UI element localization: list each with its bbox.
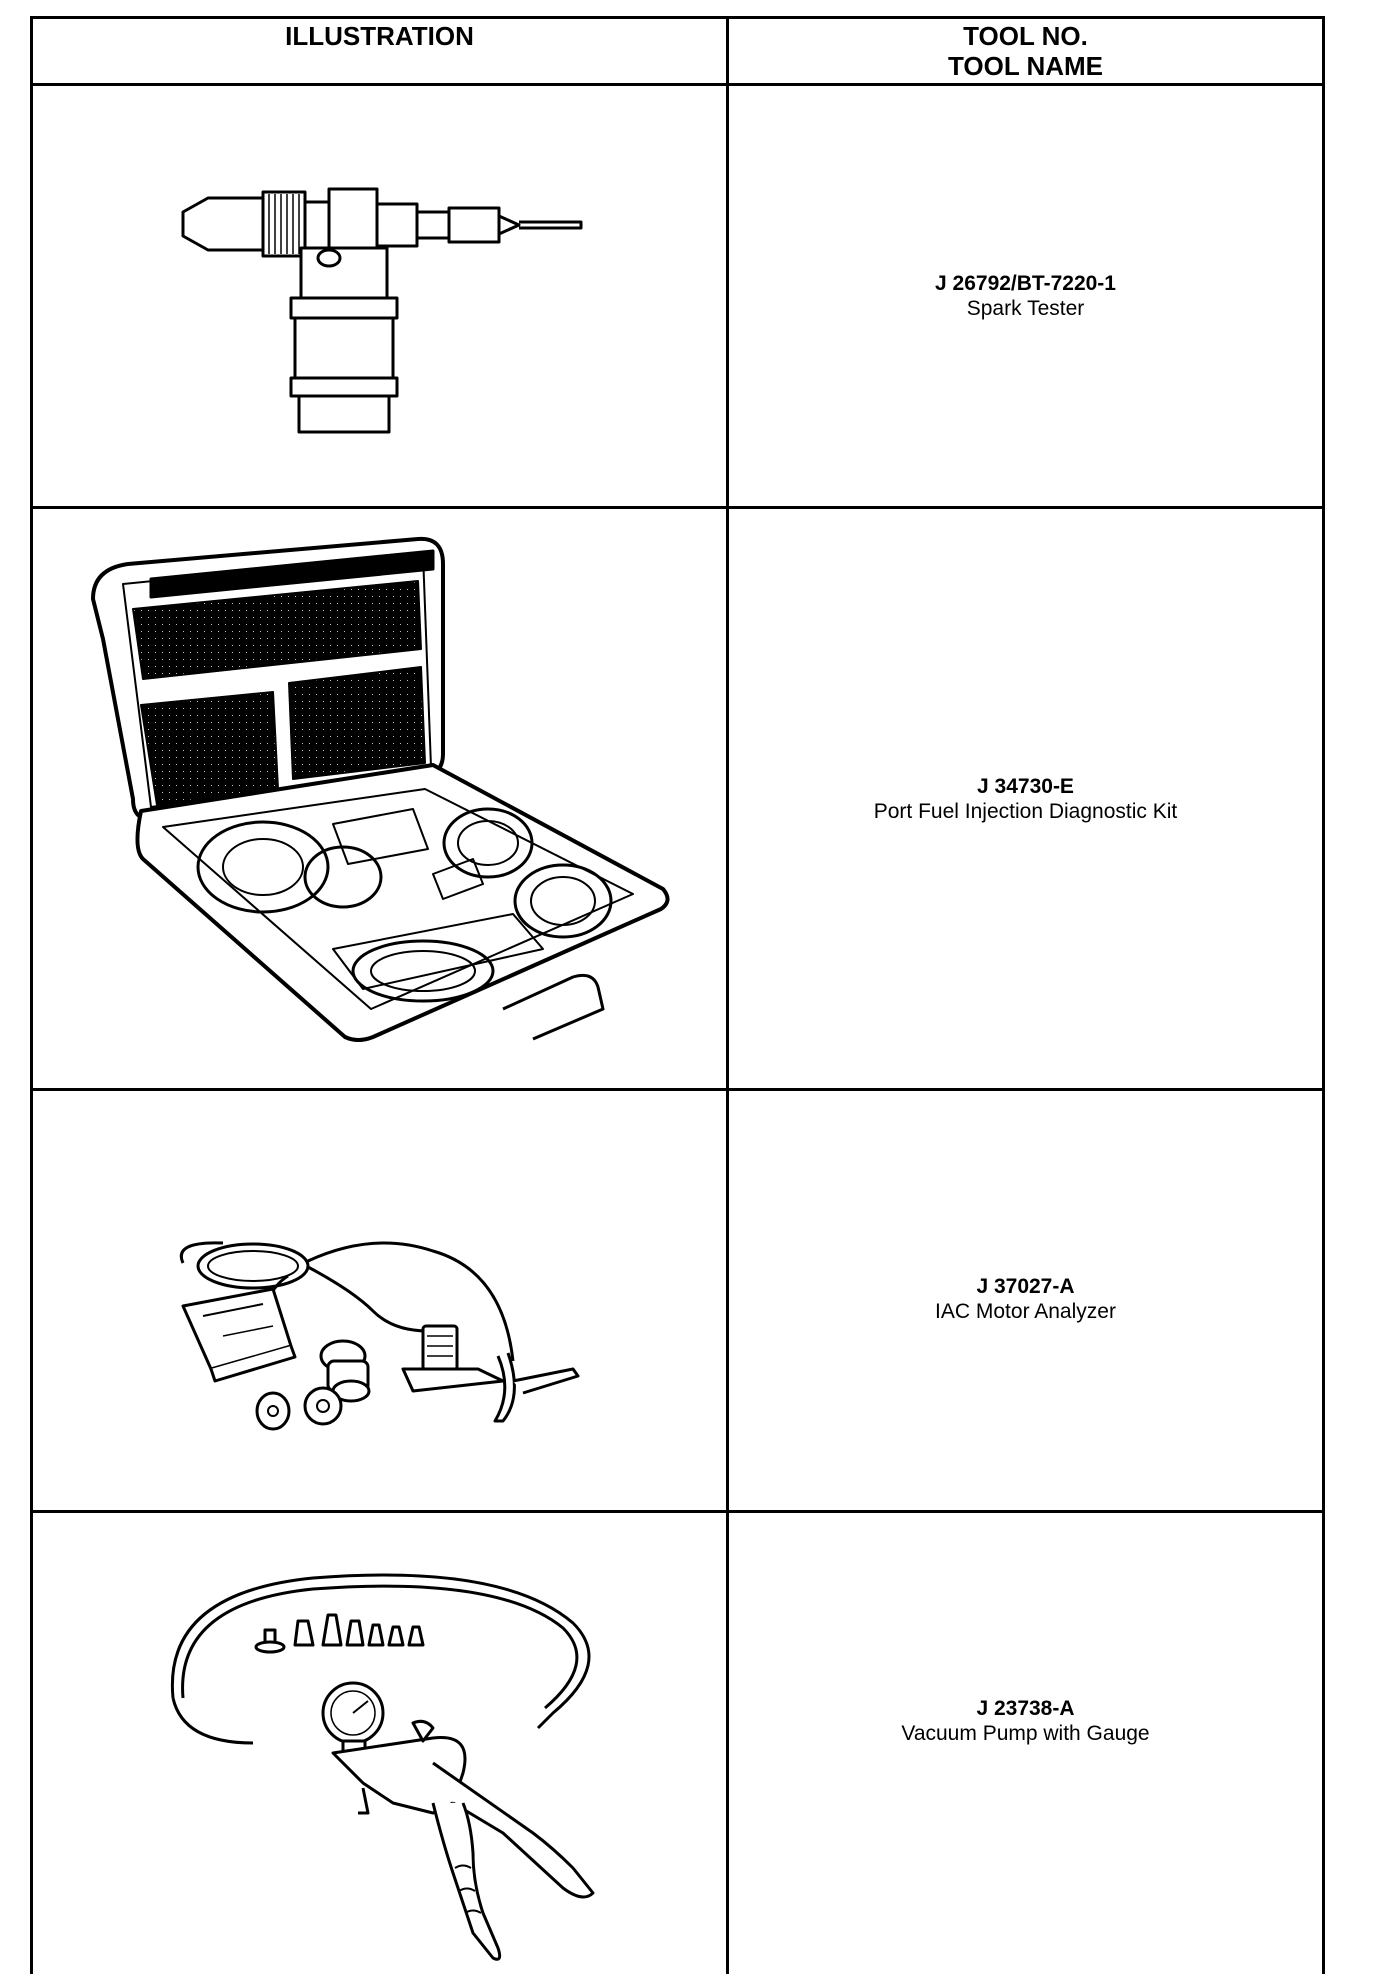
tool-info-1 [729,271,1322,321]
iac-analyzer-drawing [33,1091,727,1510]
header-illustration [33,21,726,51]
tool-info-4 [729,1696,1322,1746]
tool-info-3 [729,1274,1322,1324]
table-top-border [30,16,1325,19]
table-right-border [1322,16,1325,1974]
tool-name: IAC Motor Analyzer [935,1300,1116,1323]
tool-info-2 [729,774,1322,824]
header-illustration-label: ILLUSTRATION [285,21,474,51]
vacuum-pump-drawing [33,1513,727,1974]
spark-tester-drawing [33,86,727,506]
tool-number: J 37027-A [976,1275,1075,1298]
header-tool [729,21,1322,81]
tool-table [30,16,1322,1974]
tool-name: Spark Tester [966,297,1085,320]
header-tool-name-label: TOOL NAME [947,51,1104,81]
diagnostic-kit-case-drawing [33,509,727,1088]
header-tool-no-label: TOOL NO. [963,21,1088,51]
tool-number: J 23738-A [976,1697,1075,1720]
tool-number: J 34730-E [977,775,1074,798]
tool-name: Vacuum Pump with Gauge [901,1722,1150,1745]
tool-name: Port Fuel Injection Diagnostic Kit [873,800,1178,823]
tool-number: J 26792/BT-7220-1 [935,272,1116,295]
